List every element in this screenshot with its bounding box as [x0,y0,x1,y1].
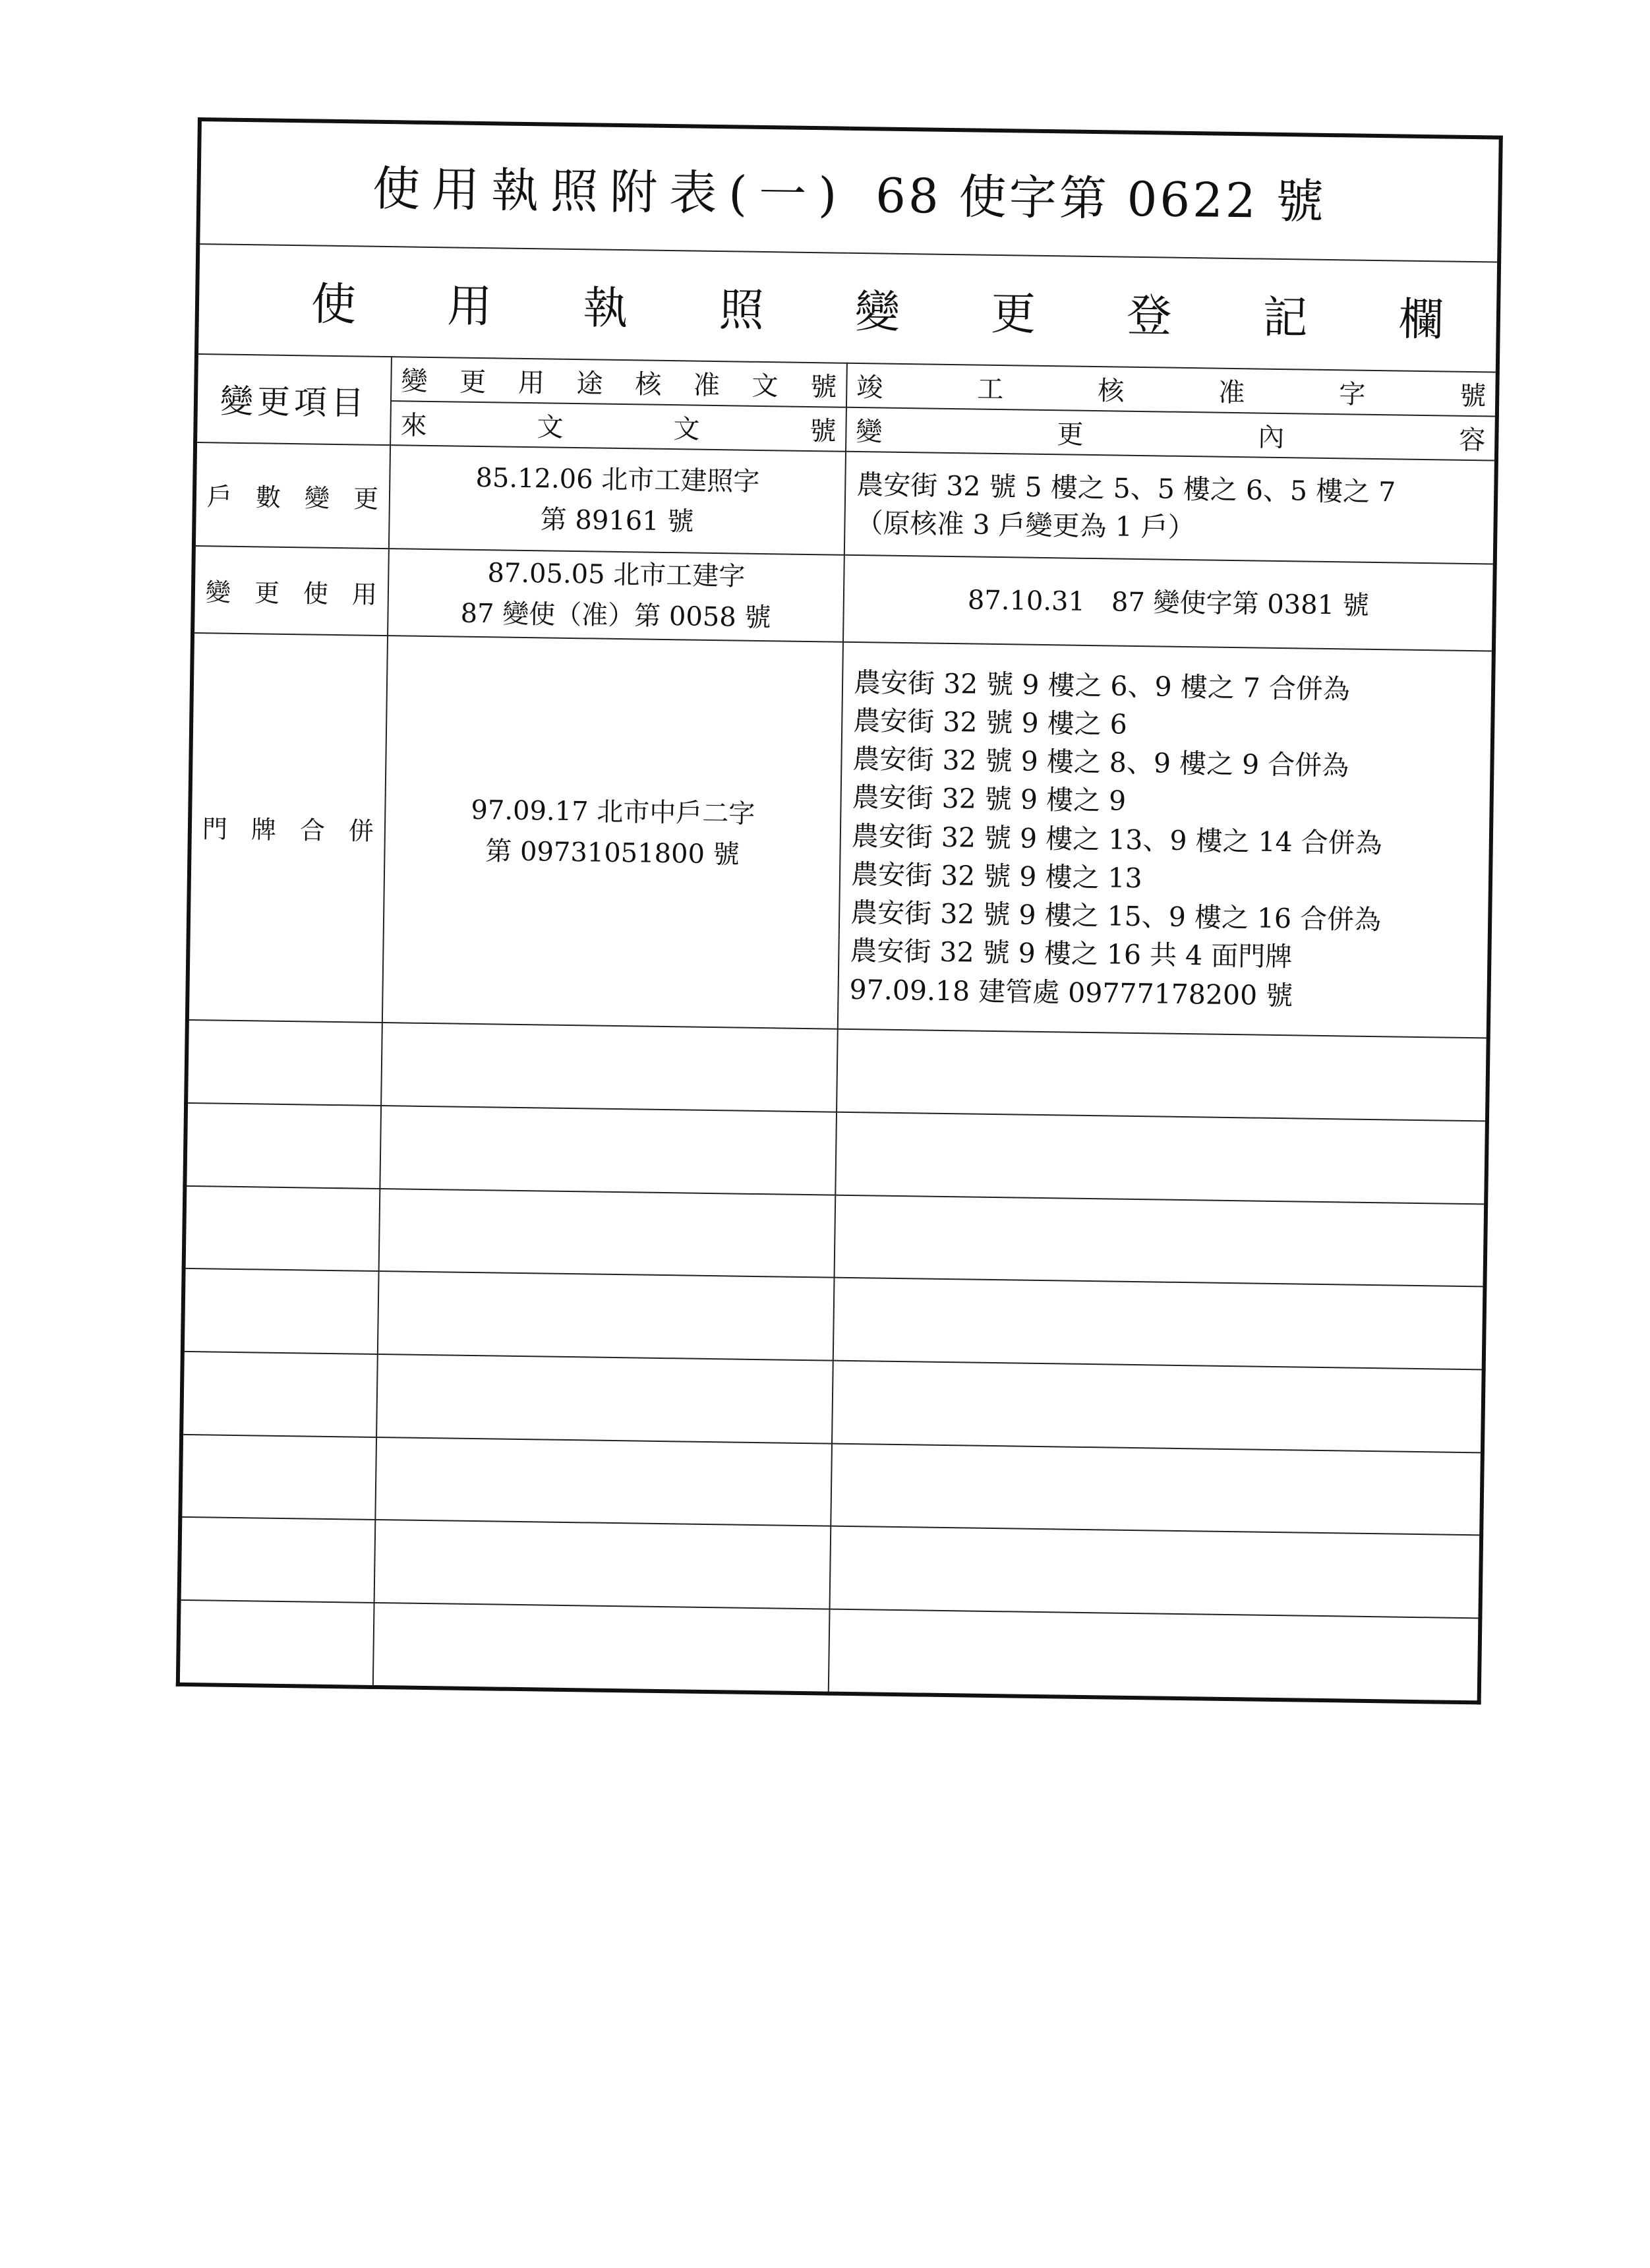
spread-char: 核 [634,369,662,401]
row-content-door-merge [838,642,1494,1038]
doc-line: 87.05.05 北市工建字 [487,558,746,593]
spread-char: 工 [977,374,1004,405]
content-line: （原核准 3 戶變更為 1 戶） [856,506,1196,544]
spread-char: 內 [1258,422,1285,454]
row-doc-use-change [388,549,844,643]
spread-char: 門 [202,814,228,845]
row-item-household-change [194,442,390,549]
form-subtitle [196,244,1499,373]
content-line: 農安街 32 號 9 樓之 15、9 樓之 16 合併為 [850,897,1382,936]
spread-char: 號 [810,372,837,403]
header-incoming-doc-no [390,401,846,452]
content-line: 農安街 32 號 9 樓之 8、9 樓之 9 合併為 [852,743,1349,782]
content-line: 農安街 32 號 9 樓之 6 [852,704,1128,740]
content-line: 農安街 32 號 9 樓之 16 共 4 面門牌 [850,935,1293,973]
spread-char: 用 [351,580,378,609]
spread-char: 途 [576,369,603,400]
spread-char: 更 [1057,419,1084,451]
spread-char: 文 [537,412,564,444]
spread-char: 文 [673,414,700,445]
content-line: 97.09.18 建管處 09777178200 號 [849,973,1293,1011]
header-change-item: 變更項目 [195,354,392,445]
row-doc-door-merge [382,636,843,1029]
content-line: 農安街 32 號 9 樓之 9 [852,781,1127,818]
spread-char: 核 [1097,376,1125,407]
subtitle-text [205,267,1490,349]
title-prefix: 使用執照附表(一) [372,160,849,224]
row-content-household-change [844,452,1496,564]
spread-char: 准 [693,370,721,402]
spread-char: 牌 [250,815,277,845]
spread-char: 來 [400,410,427,442]
content-line: 農安街 32 號 9 樓之 13 [850,858,1142,895]
spread-char: 竣 [856,373,883,403]
content-line: 農安街 32 號 9 樓之 13、9 樓之 14 合併為 [851,820,1383,859]
spread-char: 更 [459,367,486,398]
change-registration-table [176,117,1503,1704]
registration-form [176,117,1503,1704]
doc-line: 97.09.17 北市中戶二字 [471,794,755,829]
content-line: 87.10.31 87 變使字第 0381 號 [967,585,1370,622]
spread-char: 更 [353,484,379,514]
spread-char: 登 [1126,289,1172,343]
row-item-door-merge [187,633,388,1023]
content-line: 農安街 32 號 9 樓之 6、9 樓之 7 合併為 [853,666,1351,705]
spread-char: 號 [1459,380,1487,412]
spread-char: 文 [751,371,779,402]
doc-line: 87 變使（准）第 0058 號 [460,599,771,634]
spread-char: 使 [303,579,329,609]
spread-char: 合 [299,816,326,846]
spread-char: 併 [348,816,374,847]
spread-char: 變 [205,578,231,607]
spread-char: 更 [254,578,280,608]
spread-char: 數 [255,483,281,513]
spread-char: 變 [304,483,330,514]
header-approval-doc-no [391,357,847,407]
blank-row [178,1600,1481,1702]
form-title [198,119,1500,262]
spread-char: 欄 [1398,293,1444,347]
spread-char: 戶 [206,482,233,512]
row-item-use-change [192,546,389,636]
spread-char: 變 [401,366,428,398]
doc-line: 85.12.06 北市工建照字 [475,462,760,497]
license-number: 68 使字第 0622 號 [875,167,1327,230]
row-doc-household-change [389,445,846,555]
spread-char: 用 [446,280,492,334]
row-content-use-change [843,555,1495,651]
spread-char: 變 [856,417,883,448]
spread-char: 准 [1218,377,1245,409]
spread-char: 變 [854,285,900,339]
spread-char: 用 [517,368,545,399]
content-line: 農安街 32 號 5 樓之 5、5 樓之 6、5 樓之 7 [856,468,1396,508]
spread-char: 使 [310,278,357,332]
doc-line: 第 89161 號 [540,504,694,537]
spread-char: 記 [1262,291,1309,345]
spread-char: 容 [1459,425,1486,456]
spread-char: 號 [810,416,837,447]
spread-char: 照 [719,284,765,337]
spread-char: 更 [990,287,1036,341]
spread-char: 字 [1338,379,1366,410]
doc-line: 第 09731051800 號 [485,835,740,870]
spread-char: 執 [582,282,629,336]
